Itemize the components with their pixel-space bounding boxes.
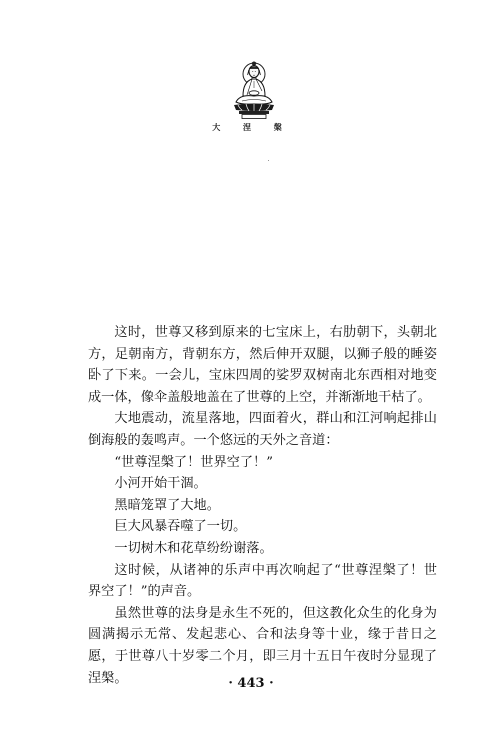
- page-number: · 443 ·: [228, 676, 274, 691]
- print-speck: [268, 160, 269, 161]
- seated-buddha-icon: [226, 58, 282, 120]
- paragraph: 一切树木和花草纷纷谢落。: [114, 540, 273, 556]
- body-text: [88, 322, 437, 689]
- paragraph: 巨大风暴吞噬了一切。: [114, 519, 247, 535]
- paragraph: “世尊涅槃了！世界空了！”: [114, 454, 273, 470]
- paragraph: 这时，世尊又移到原来的七宝床上，右肋朝下，头朝北方，足朝南方，背朝东方，然后伸开双腿，以狮子般的睡姿卧了下来。一会儿，宝床四周的娑罗双树南北东西相对地变成一体，像伞盖般地盖在了世尊的上空，并渐渐地干枯了。: [88, 325, 437, 405]
- paragraph: 大地震动，流星落地，四面着火，群山和江河响起排山倒海般的轰鸣声。一个悠远的天外之音道：: [88, 411, 437, 448]
- paragraph: 虽然世尊的法身是永生不死的，但这教化众生的化身为圆满揭示无常、发起悲心、合和法身等十业，缘于昔日之愿，于世尊八十岁零二个月，即三月十五日午夜时分显现了涅槃。: [88, 605, 437, 686]
- paragraph: 小河开始干涸。: [114, 476, 207, 492]
- chapter-title: 大 涅 槃: [212, 122, 292, 132]
- paragraph: 黑暗笼罩了大地。: [114, 497, 220, 513]
- paragraph: 这时候，从诸神的乐声中再次响起了“世尊涅槃了！世界空了！”的声音。: [88, 562, 437, 600]
